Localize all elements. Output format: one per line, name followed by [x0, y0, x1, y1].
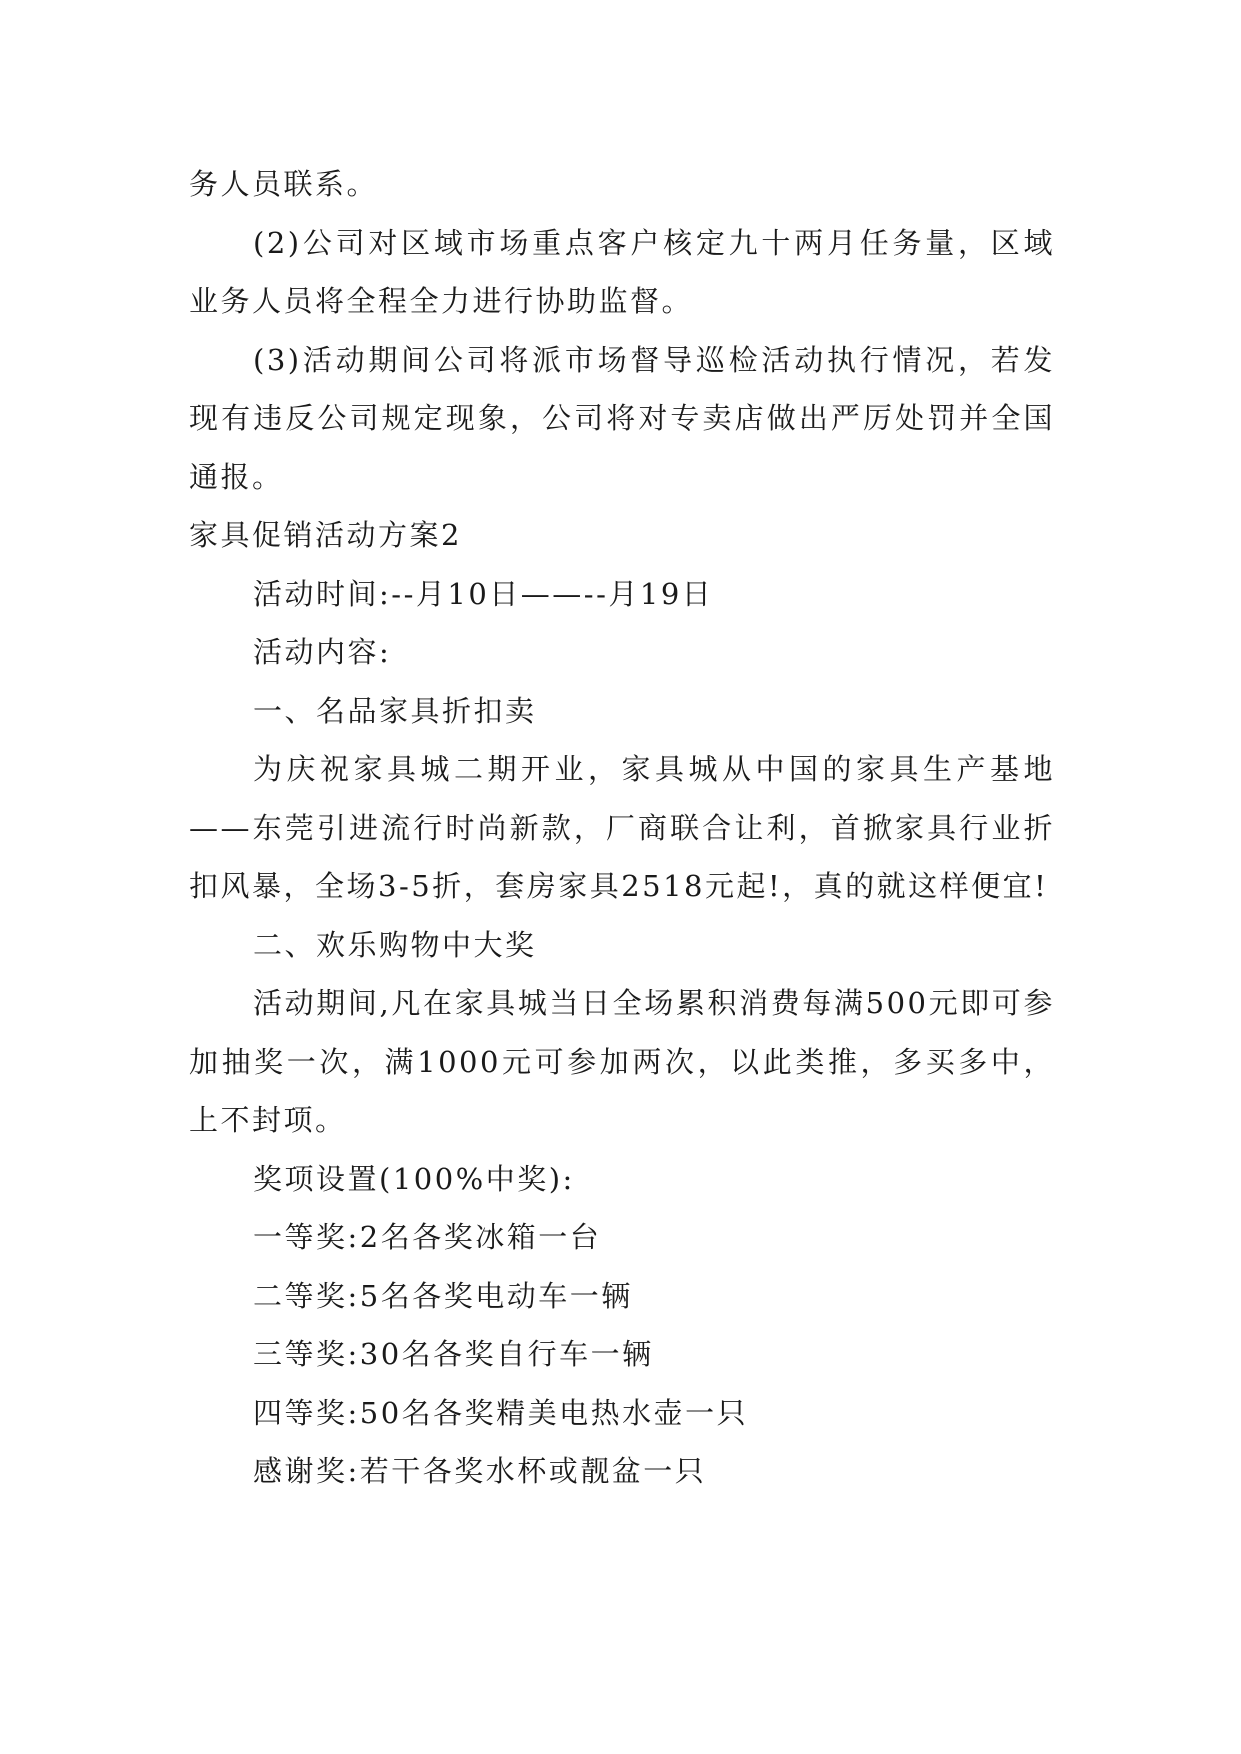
subheading-lottery: 二、欢乐购物中大奖 [253, 927, 537, 962]
prize-settings-label: 奖项设置(100%中奖): [253, 1161, 575, 1196]
prize-first: 一等奖:2名各奖冰箱一台 [253, 1220, 602, 1254]
prize-third: 三等奖:30名各奖自行车一辆 [253, 1337, 654, 1371]
subheading-discount: 一、名品家具折扣卖 [253, 693, 537, 728]
paragraph-lottery-detail: 活动期间,凡在家具城当日全场累积消费每满500元即可参加抽奖一次，满1000元可参加两次，以此类推，多买多中，上不封项。 [189, 986, 1055, 1137]
paragraph-item-2: (2)公司对区域市场重点客户核定九十两月任务量，区域业务人员将全程全力进行协助监督。 [189, 225, 1055, 318]
prize-second: 二等奖:5名各奖电动车一辆 [253, 1278, 633, 1313]
paragraph-item-3: (3)活动期间公司将派市场督导巡检活动执行情况，若发现有违反公司规定现象，公司将对专卖店做出严厉处罚并全国通报。 [189, 342, 1055, 494]
activity-time: 活动时间:--月10日——--月19日 [253, 576, 714, 611]
paragraph-continuation: 务人员联系。 [189, 167, 379, 201]
document-body [189, 155, 1055, 1501]
activity-content-label: 活动内容: [253, 635, 392, 669]
prize-fourth: 四等奖:50名各奖精美电热水壶一只 [253, 1395, 749, 1430]
prize-thanks: 感谢奖:若干各奖水杯或靓盆一只 [253, 1454, 707, 1488]
paragraph-discount-detail: 为庆祝家具城二期开业，家具城从中国的家具生产基地——东莞引进流行时尚新款，厂商联合让利，首掀家具行业折扣风暴，全场3-5折，套房家具2518元起!，真的就这样便宜! [189, 752, 1055, 903]
section-title: 家具促销活动方案2 [189, 518, 462, 552]
